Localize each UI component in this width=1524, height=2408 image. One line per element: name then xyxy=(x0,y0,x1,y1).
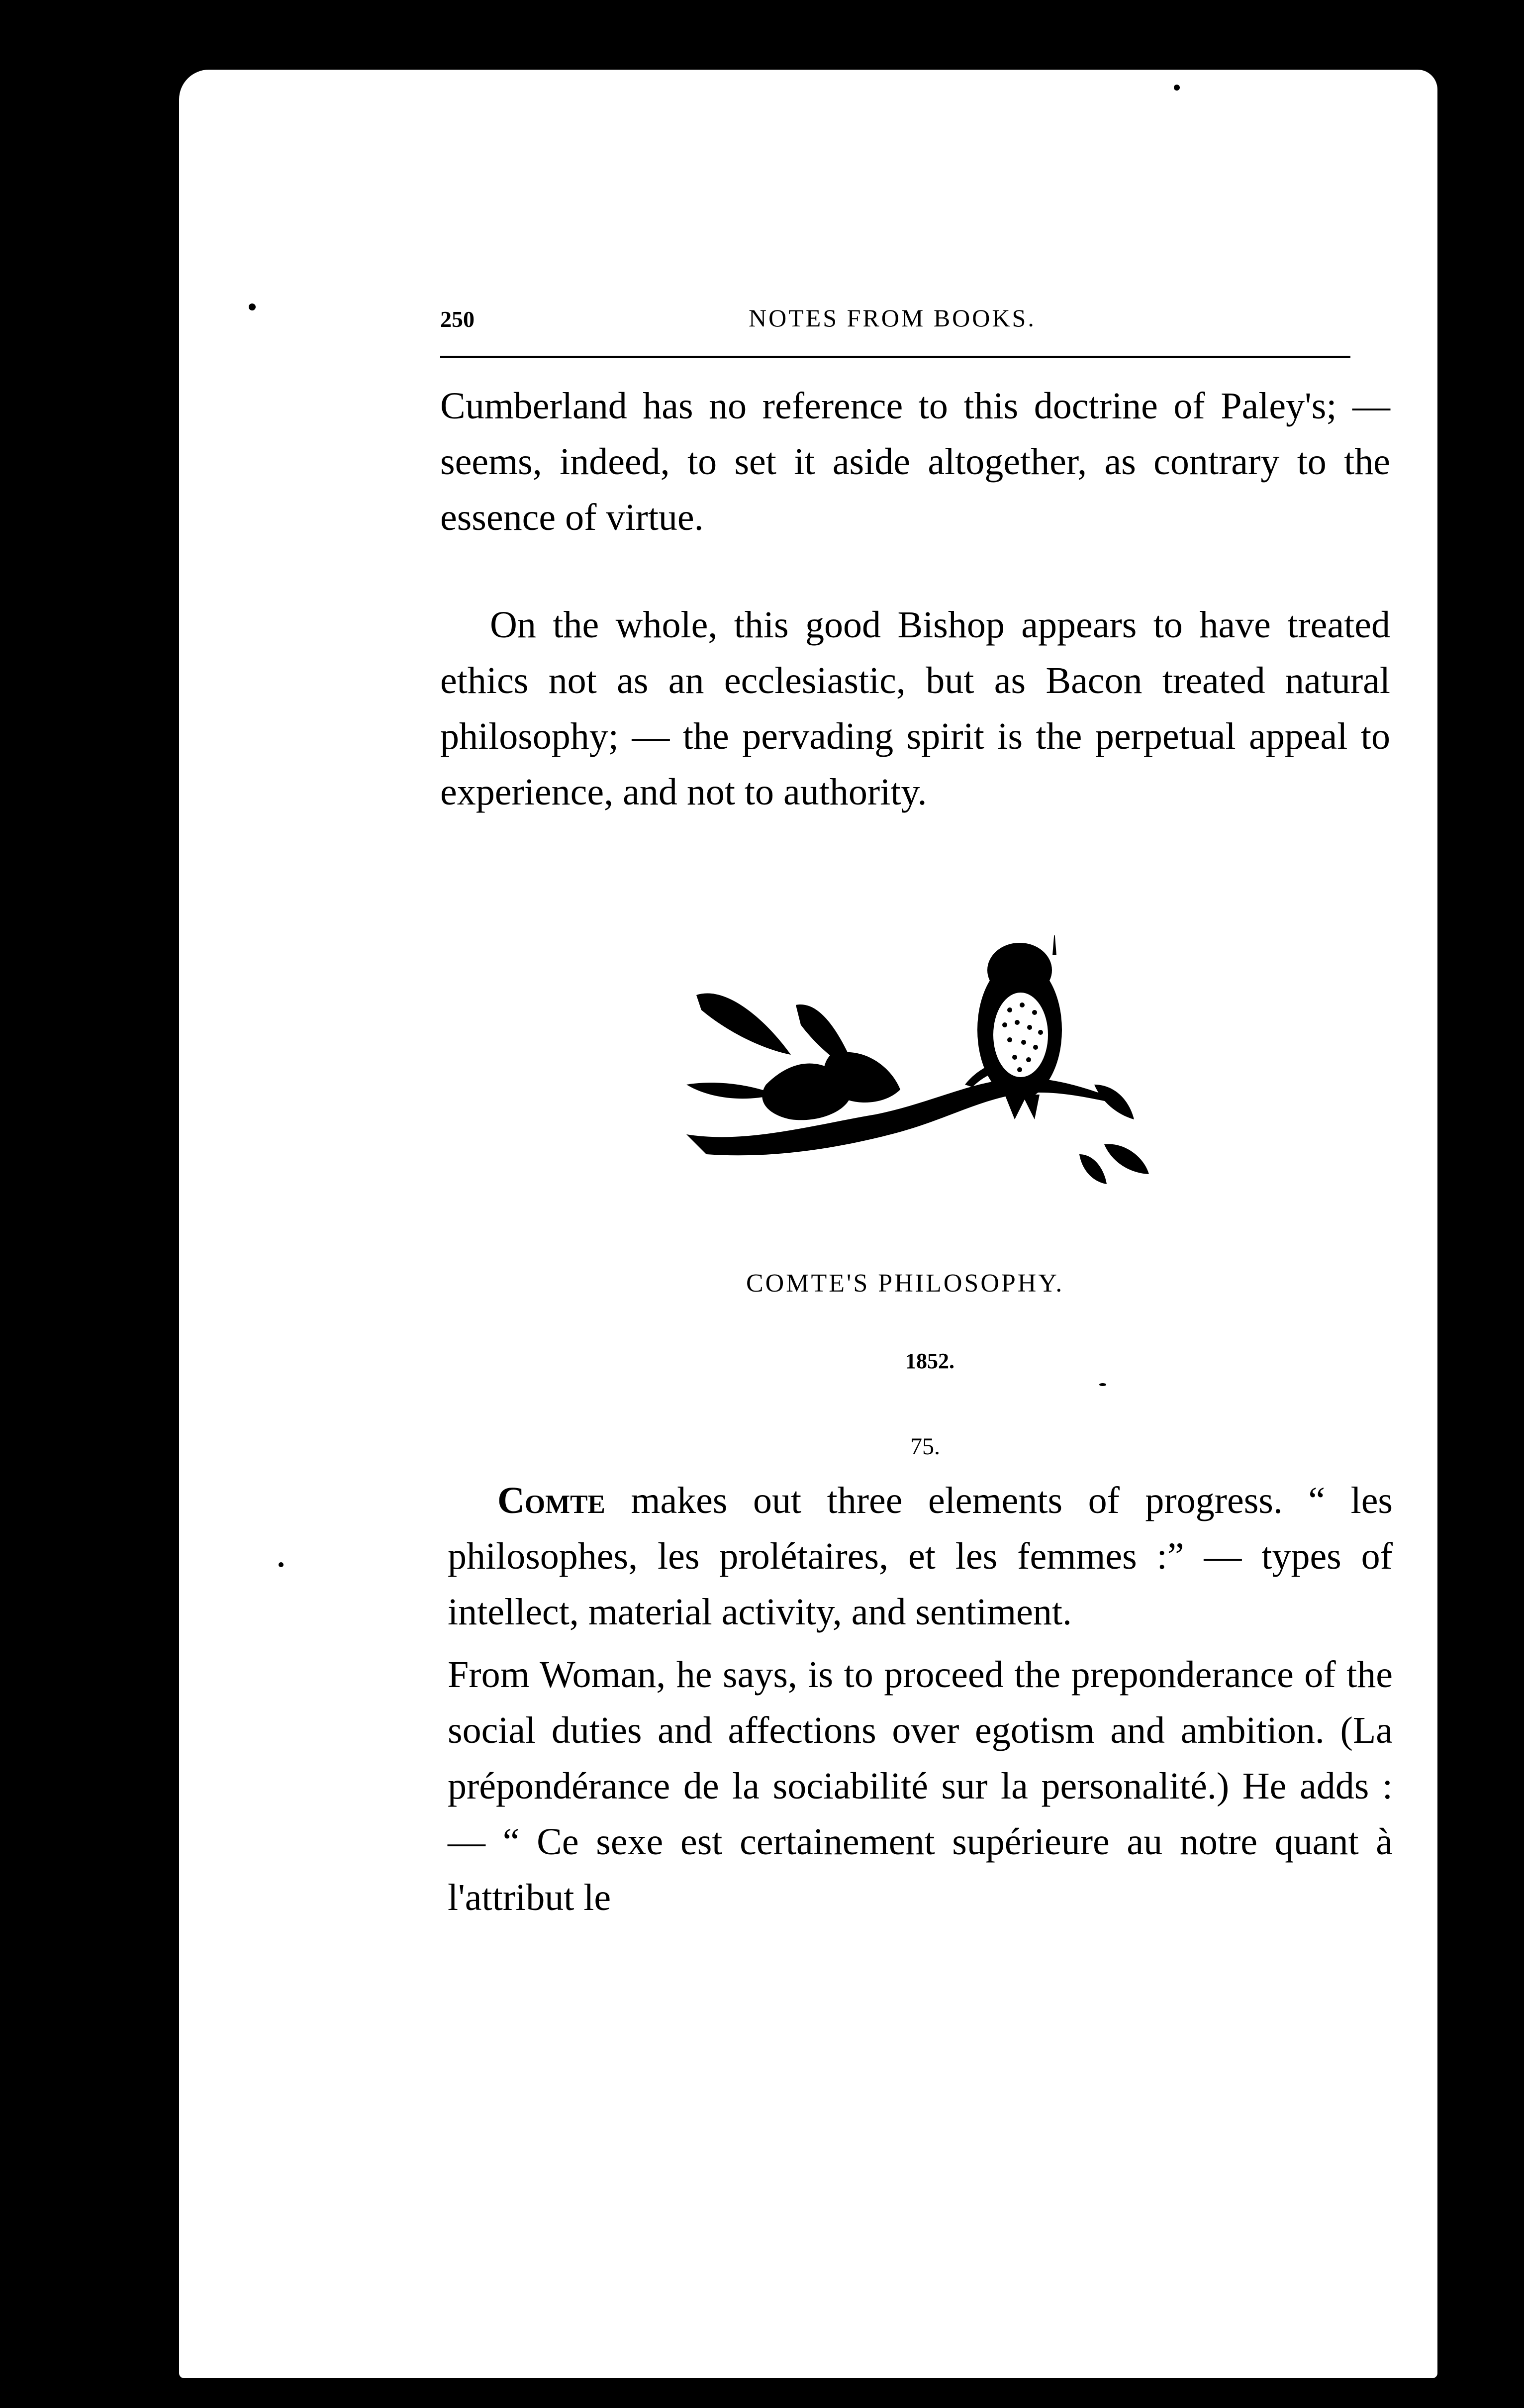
section-title: COMTE'S PHILOSOPHY. xyxy=(746,1269,1064,1298)
dust-speck xyxy=(279,1562,284,1567)
comte-elements-text: makes out three elements of progress. “ les philosophes, les prolétaires, et les femmes :” — types of intellect, material activity, and sentiment. xyxy=(448,1480,1393,1633)
paragraph-woman: From Woman, he says, is to proceed the preponderance of the social duties and affections over egotism and ambition. (La prépondérance de la sociabilité sur la personalité.) He adds : — “ Ce sexe est certainement supérieure au notre quant à l'attribut le xyxy=(448,1654,1393,1918)
comte-lead-word: Comte xyxy=(497,1480,605,1521)
paragraph-bishop: On the whole, this good Bishop appears to have treated ethics not as an ecclesiastic, but as Bacon treated natural philosophy; — the pervading spirit is the perpetual appeal to experience, and not to authority. xyxy=(440,604,1390,813)
header-rule xyxy=(440,356,1350,358)
page-number: 250 xyxy=(440,306,475,332)
scan-border-left xyxy=(0,0,189,2408)
page-header xyxy=(440,301,1097,346)
dust-speck xyxy=(1099,1383,1106,1386)
birds-on-branch-icon xyxy=(667,935,1164,1214)
running-title: NOTES FROM BOOKS. xyxy=(749,304,1036,332)
paragraph-comte-elements xyxy=(448,1473,1393,1640)
dust-speck xyxy=(1174,85,1180,91)
paragraph-cumberland: Cumberland has no reference to this doctrine of Paley's; — seems, indeed, to set it aside altogether, as contrary to the essence of virtue. xyxy=(440,385,1390,538)
dust-speck xyxy=(249,303,256,310)
section-year: 1852. xyxy=(905,1349,954,1373)
section-number: 75. xyxy=(910,1433,940,1460)
